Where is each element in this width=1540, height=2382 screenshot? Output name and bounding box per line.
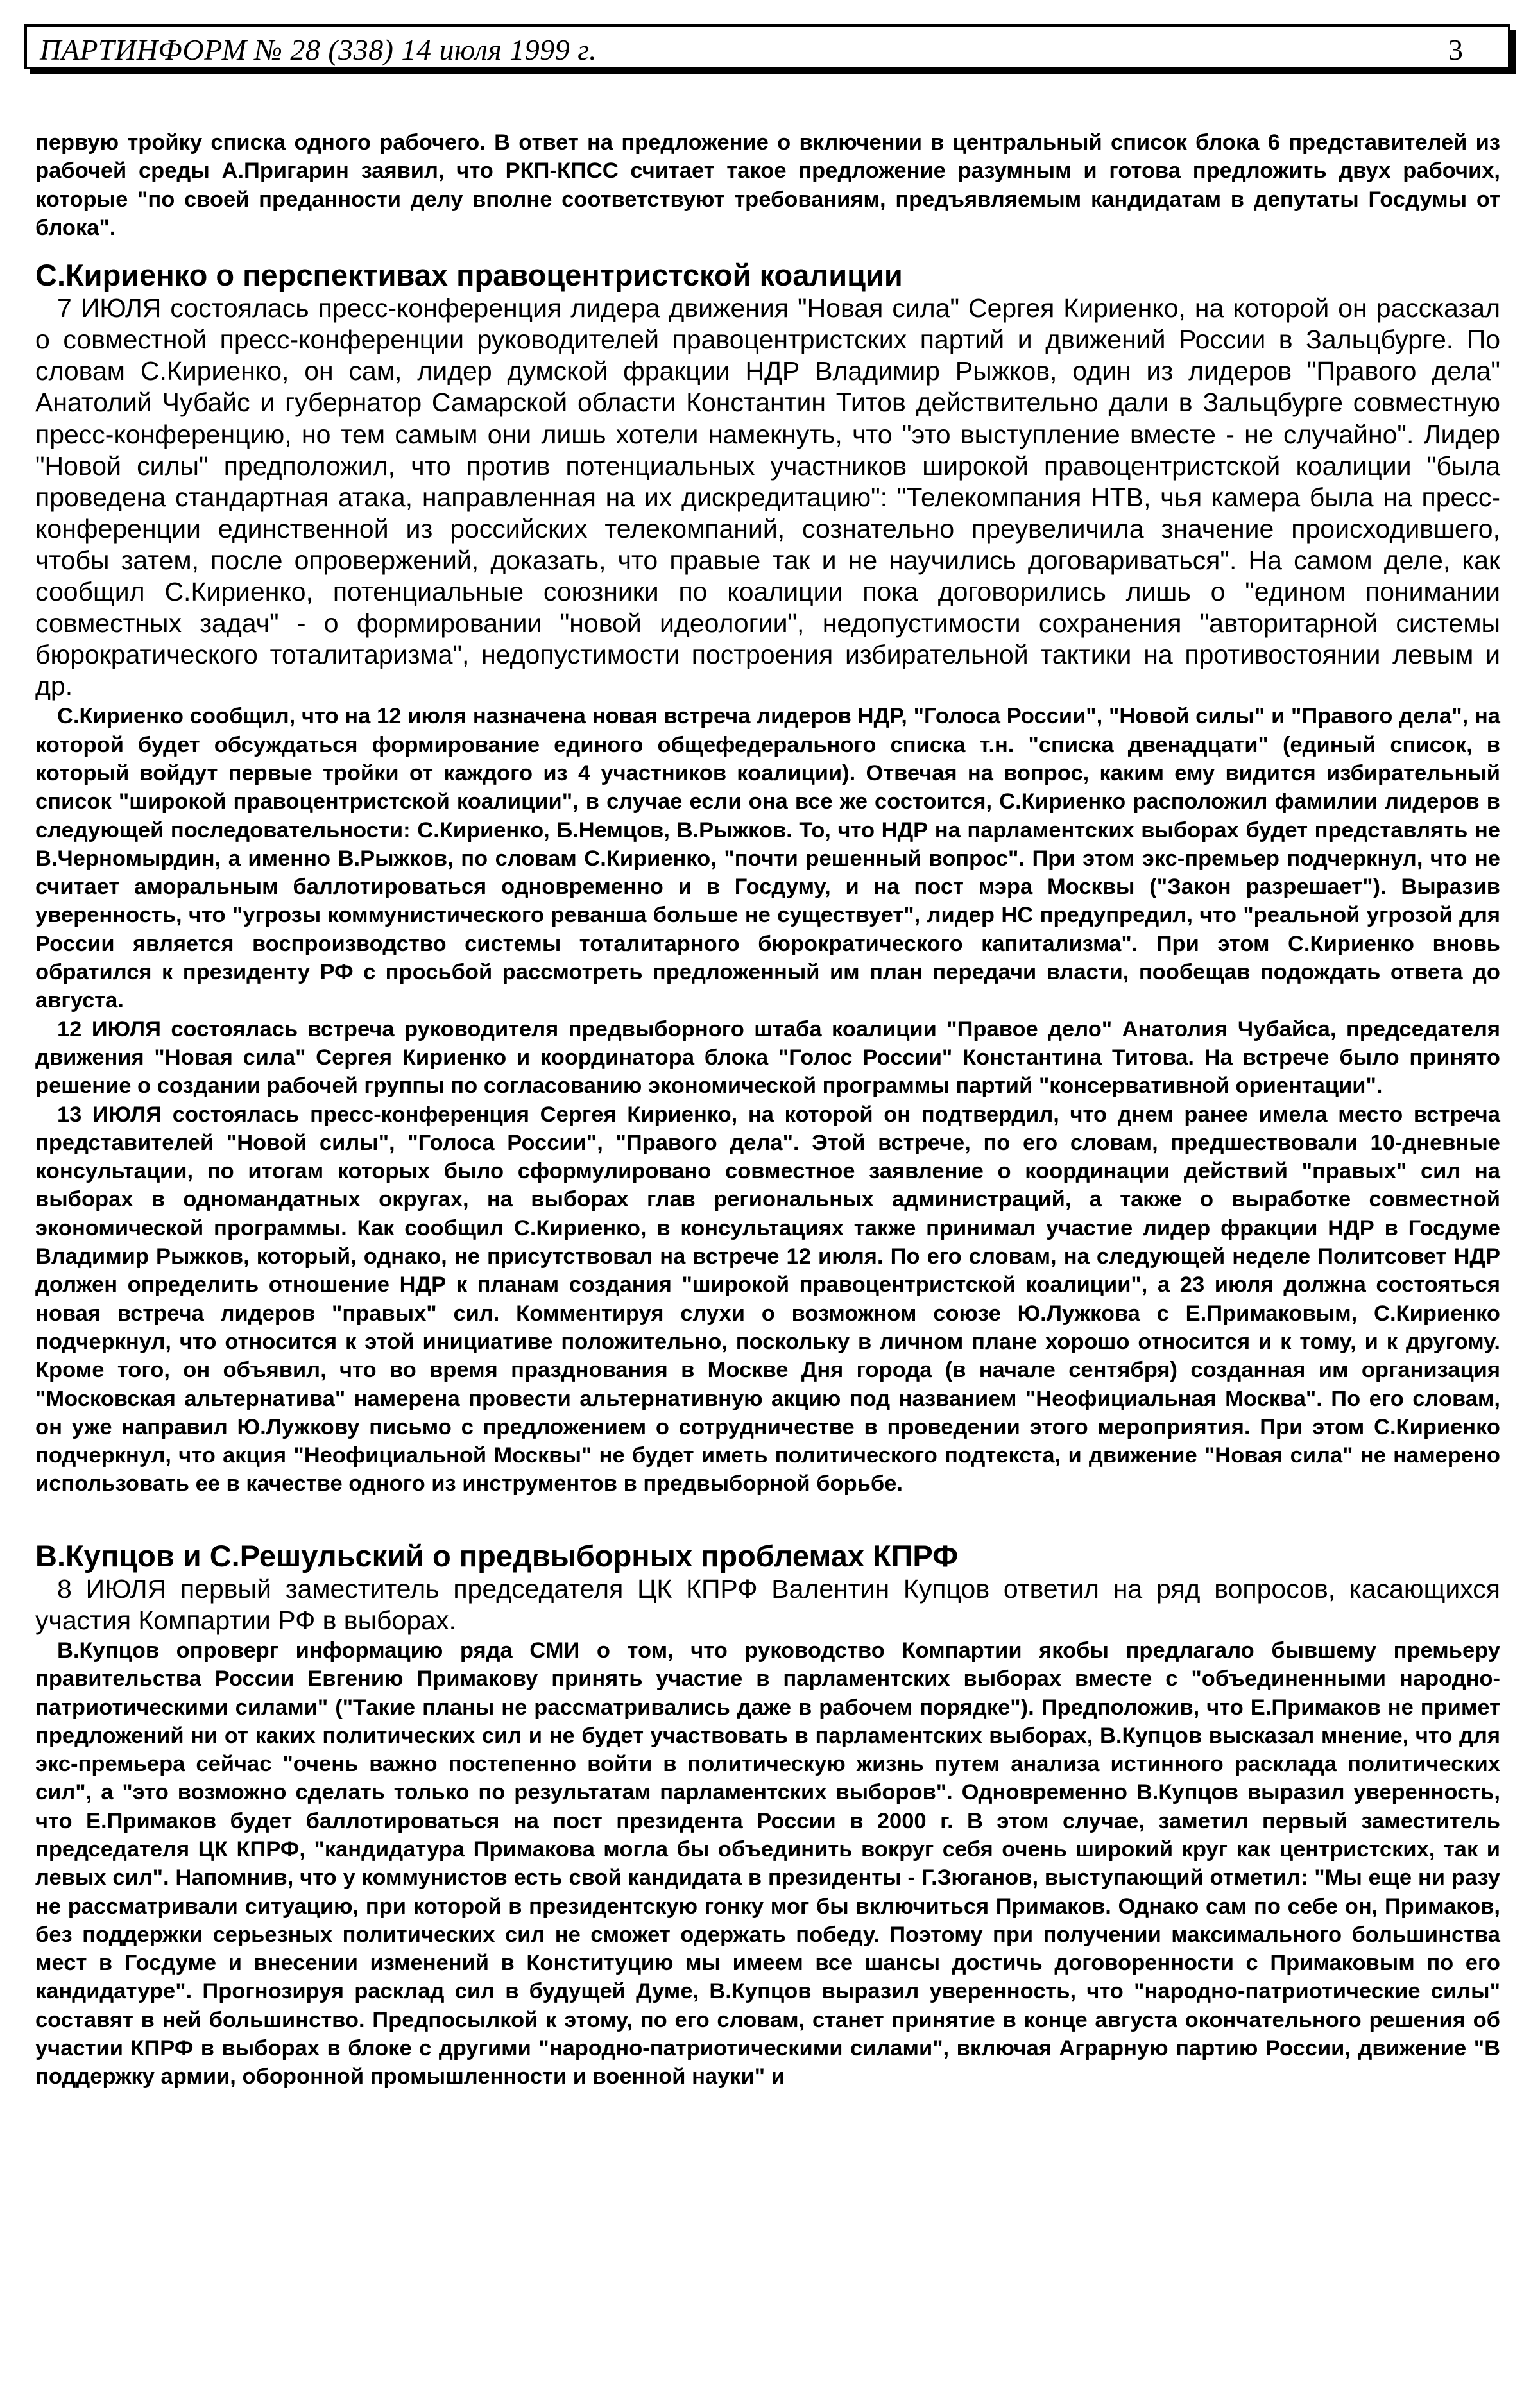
article-paragraph: С.Кириенко сообщил, что на 12 июля назначена новая встреча лидеров НДР, "Голоса России", "Новой силы" и "Правого дела", на которой будет обсуждаться формирование единого общефедерального списка т.н. "списка двенадцати" (единый список, в который войдут первые тройки от каждого из 4 участников коалиции). Отвечая на вопрос, каким ему видится избирательный список "широкой правоцентристской коалиции", в случае если она все же состоится, С.Кириенко расположил фамилии лидеров в следующей последовательности: С.Кириенко, Б.Немцов, В.Рыжков. То, что НДР на парламентских выборах будет представлять не В.Черномырдин, а именно В.Рыжков, по словам С.Кириенко, "почти решенный вопрос". При этом экс-премьер подчеркнул, что не считает аморальным баллотироваться одновременно и в Госдуму, и на пост мэра Москвы ("Закон разрешает"). Выразив уверенность, что "угрозы коммунистического реванша больше не существует", лидер НС предупредил, что "реальной угрозой для России является воспроизводство системы тоталитарного бюрократического капитализма". При этом С.Кириенко вновь обратился к президенту РФ с просьбой рассмотреть предложенный им план передачи власти, пообещав подождать ответа до августа. <box>35 704 1500 1013</box>
article-title-kuptsov: В.Купцов и С.Решульский о предвыборных проблемах КПРФ <box>35 1538 959 1573</box>
article-title-kirienko: С.Кириенко о перспективах правоцентристской коалиции <box>35 258 903 293</box>
publication-title: ПАРТИНФОРМ № 28 (338) 14 июля 1999 г. <box>40 33 597 66</box>
article-lead-kirienko: 7 ИЮЛЯ состоялась пресс-конференция лидера движения "Новая сила" Сергея Кириенко, на которой он рассказал о совместной пресс-конференции руководителей правоцентристских партий и движений России в Зальцбурге. По словам С.Кириенко, он сам, лидер думской фракции НДР Владимир Рыжков, один из лидеров "Правого дела" Анатолий Чубайс и губернатор Самарской области Константин Титов действительно дали в Зальцбурге совместную пресс-конференцию, но тем самым они лишь хотели намекнуть, что "это выступление вместе - не случайно". Лидер "Новой силы" предположил, что против потенциальных участников широкой правоцентристской коалиции "была проведена стандартная атака, направленная на их дискредитацию": "Телекомпания НТВ, чья камера была на пресс-конференции единственной из российских телекомпаний, сознательно преувеличила значение происходившего, чтобы затем, после опровержений, доказать, что правые так и не научились договариваться". На самом деле, как сообщил С.Кириенко, потенциальные союзники по коалиции пока договорились лишь о "едином понимании совместных задач" - о формировании "новой идеологии", недопустимости сохранения "авторитарной системы бюрократического тоталитаризма", недопустимости построения избирательной тактики на противостоянии левым и др. <box>35 293 1500 701</box>
article-paragraph: В.Купцов опроверг информацию ряда СМИ о том, что руководство Компартии якобы предлагало бывшему премьеру правительства России Евгению Примакову принять участие в парламентских выборах вместе с "объединенными народно-патриотическими силами" ("Такие планы не рассматривались даже в рабочем порядке"). Предположив, что Е.Примаков не примет предложений ни от каких политических сил и не будет участвовать в парламентских выборах, В.Купцов высказал мнение, что для экс-премьера сейчас "очень важно постепенно войти в политическую жизнь путем анализа истинного расклада политических сил", а "это возможно сделать только по результатам парламентских выборов". Одновременно В.Купцов выразил уверенность, что Е.Примаков будет баллотироваться на пост президента России в 2000 г. В этом случае, заметил первый заместитель председателя ЦК КПРФ, "кандидатура Примакова могла бы объединить вокруг себя очень широкий круг как центристских, так и левых сил". Напомнив, что у коммунистов есть свой кандидата в президенты - Г.Зюганов, выступающий отметил: "Мы еще ни разу не рассматривали ситуацию, при которой в президентскую гонку мог бы включиться Примаков. Однако сам по себе он, Примаков, без поддержки серьезных политических сил не сможет одержать победу. Поэтому при получении максимального большинства мест в Госдуме и внесении изменений в Конституцию мы имеем все шансы достичь договоренности с Примаковым по его кандидатуре". Прогнозируя расклад сил в будущей Думе, В.Купцов выразил уверенность, что "народно-патриотические силы" составят в ней большинство. Предпосылкой к этому, по его словам, станет принятие в конце августа окончательного решения об участии КПРФ в выборах в блоке с другими "народно-патриотическими силами", включая Аграрную партию России, движение "В поддержку армии, оборонной промышленности и военной науки" и <box>35 1638 1500 2089</box>
article-paragraph: 12 ИЮЛЯ состоялась встреча руководителя предвыборного штаба коалиции "Правое дело" Анатолия Чубайса, председателя движения "Новая сила" Сергея Кириенко и координатора блока "Голос России" Константина Титова. На встрече было принято решение о создании рабочей группы по согласованию экономической программы партий "консервативной ориентации". <box>35 1016 1500 1099</box>
article-paragraph: 13 ИЮЛЯ состоялась пресс-конференция Сергея Кириенко, на которой он подтвердил, что днем ранее имела место встреча представителей "Новой силы", "Голоса России", "Правого дела". Этой встрече, по его словам, предшествовали 10-дневные консультации, по итогам которых было сформулировано совместное заявление о координации действий "правых" сил на выборах в одномандатных округах, на выборах глав региональных администраций, а также о выработке совместной экономической программы. Как сообщил С.Кириенко, в консультациях также принимал участие лидер фракции НДР в Госдуме Владимир Рыжков, который, однако, не присутствовал на встрече 12 июля. По его словам, на следующей неделе Политсовет НДР должен определить отношение НДР к планам создания "широкой правоцентристской коалиции", а 23 июля должна состояться новая встреча лидеров "правых" сил. Комментируя слухи о возможном союзе Ю.Лужкова с Е.Примаковым, С.Кириенко подчеркнул, что относится к этой инициативе положительно, поскольку в личном плане хорошо относится и к тому, и к другому. Кроме того, он объявил, что во время празднования в Москве Дня города (в начале сентября) созданная им организация "Московская альтернатива" намерена провести альтернативную акцию под названием "Неофициальная Москва". По его словам, он уже направил Ю.Лужкову письмо с предложением о сотрудничестве в проведении этого мероприятия. При этом С.Кириенко подчеркнул, что акция "Неофициальной Москвы" не будет иметь политического подтекста, и движение "Новая сила" не намерено использовать ее в качестве одного из инструментов в предвыборной борьбе. <box>35 1102 1500 1496</box>
page-body <box>35 128 1500 2091</box>
page-number: 3 <box>1448 33 1463 66</box>
page-header <box>24 24 1510 69</box>
continued-paragraph: первую тройку списка одного рабочего. В ответ на предложение о включении в центральный список блока 6 представителей из рабочей среды А.Пригарин заявил, что РКП-КПСС считает такое предложение разумным и готова предложить двух рабочих, которые "по своей преданности делу вполне соответствуют требованиям, предъявляемым кандидатам в депутаты Госдумы от блока". <box>35 130 1500 240</box>
article-lead-kuptsov: 8 ИЮЛЯ первый заместитель председателя ЦК КПРФ Валентин Купцов ответил на ряд вопросов, касающихся участия Компартии РФ в выборах. <box>35 1573 1500 1635</box>
